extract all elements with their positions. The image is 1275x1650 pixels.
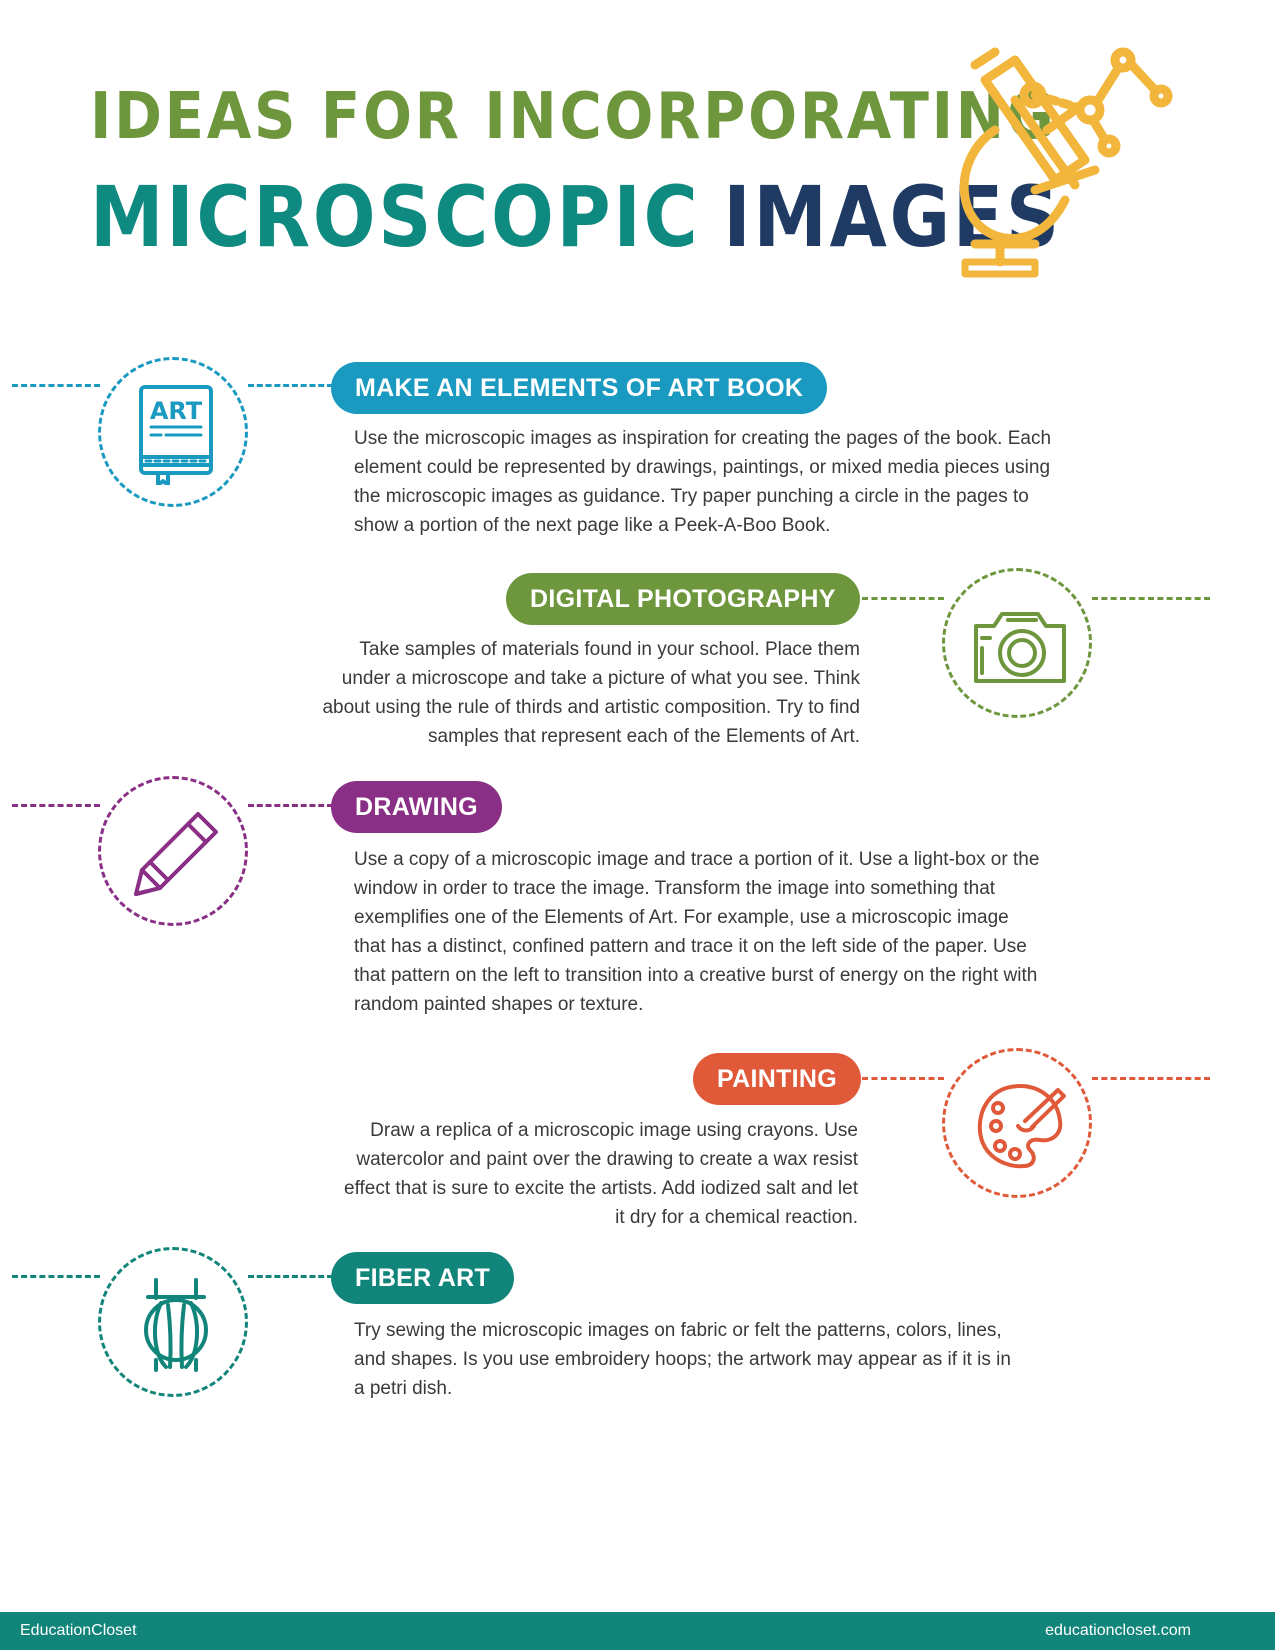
connector-line bbox=[12, 1275, 100, 1278]
section-heading-painting: PAINTING bbox=[693, 1053, 861, 1105]
section-heading-fiber-art: FIBER ART bbox=[331, 1252, 514, 1304]
footer-website-link[interactable]: educationcloset.com bbox=[1045, 1622, 1191, 1639]
section-icon-ring bbox=[98, 1247, 248, 1397]
section-icon-ring bbox=[98, 776, 248, 926]
connector-line bbox=[862, 1077, 944, 1080]
connector-line bbox=[248, 384, 333, 387]
footer-brand: EducationCloset bbox=[20, 1622, 137, 1639]
connector-line bbox=[248, 804, 333, 807]
pencil-icon bbox=[126, 804, 226, 904]
section-body-painting: Draw a replica of a microscopic image using crayons. Use watercolor and paint over the drawing to create a wax resist effect that is sure to excite the artists. Add iodized salt and let it dry for a chemical reaction. bbox=[344, 1120, 858, 1228]
section-body-fiber-art: Try sewing the microscopic images on fabric or felt the patterns, colors, lines, and shapes. Is you use embroidery hoops; the artwork may appear as if it is in a petri dish. bbox=[354, 1320, 1011, 1399]
microscope-icon bbox=[955, 40, 1215, 280]
section-body-drawing: Use a copy of a microscopic image and trace a portion of it. Use a light-box or the window in order to trace the image. Transform the image into something that exemplifies one of the Elements of Art. For example, use a microscopic image that has a distinct, confined pattern and trace it on the left side of the paper. Use that pattern on the left to transition into a creative burst of energy on the right with random painted shapes or texture. bbox=[354, 849, 1040, 1015]
art-book-label: ART bbox=[149, 397, 203, 425]
section-heading-drawing: DRAWING bbox=[331, 781, 502, 833]
connector-line bbox=[862, 597, 944, 600]
yarn-icon bbox=[126, 1275, 226, 1375]
section-body-art-book: Use the microscopic images as inspiration for creating the pages of the book. Each element could be represented by drawings, paintings, or mixed media pieces using the microscopic images as guidance. Try paper punching a circle in the pages to show a portion of the next page like a Peek-A-Boo Book. bbox=[354, 428, 1052, 536]
connector-line bbox=[12, 804, 100, 807]
camera-icon bbox=[970, 596, 1070, 696]
connector-line bbox=[1092, 597, 1210, 600]
title-line-2 bbox=[90, 168, 1062, 266]
section-body-photography: Take samples of materials found in your school. Place them under a microscope and take a picture of what you see. Think about using the rule of thirds and artistic composition. Try to find samples that represent each of the Elements of Art. bbox=[322, 639, 860, 747]
section-icon-ring bbox=[942, 568, 1092, 718]
footer-bar bbox=[0, 1612, 1275, 1650]
paint-palette-icon bbox=[970, 1076, 1070, 1176]
connector-line bbox=[12, 384, 100, 387]
title-images: IMAGES bbox=[723, 168, 1062, 266]
connector-line bbox=[1092, 1077, 1210, 1080]
section-heading-photography: DIGITAL PHOTOGRAPHY bbox=[506, 573, 860, 625]
section-icon-ring bbox=[942, 1048, 1092, 1198]
section-icon-ring bbox=[98, 357, 248, 507]
title-line-1: IDEAS FOR INCORPORATING bbox=[90, 80, 1057, 154]
title-microscopic: MICROSCOPIC bbox=[90, 168, 701, 266]
section-heading-art-book: MAKE AN ELEMENTS OF ART BOOK bbox=[331, 362, 827, 414]
connector-line bbox=[248, 1275, 333, 1278]
art-book-icon bbox=[126, 385, 226, 485]
